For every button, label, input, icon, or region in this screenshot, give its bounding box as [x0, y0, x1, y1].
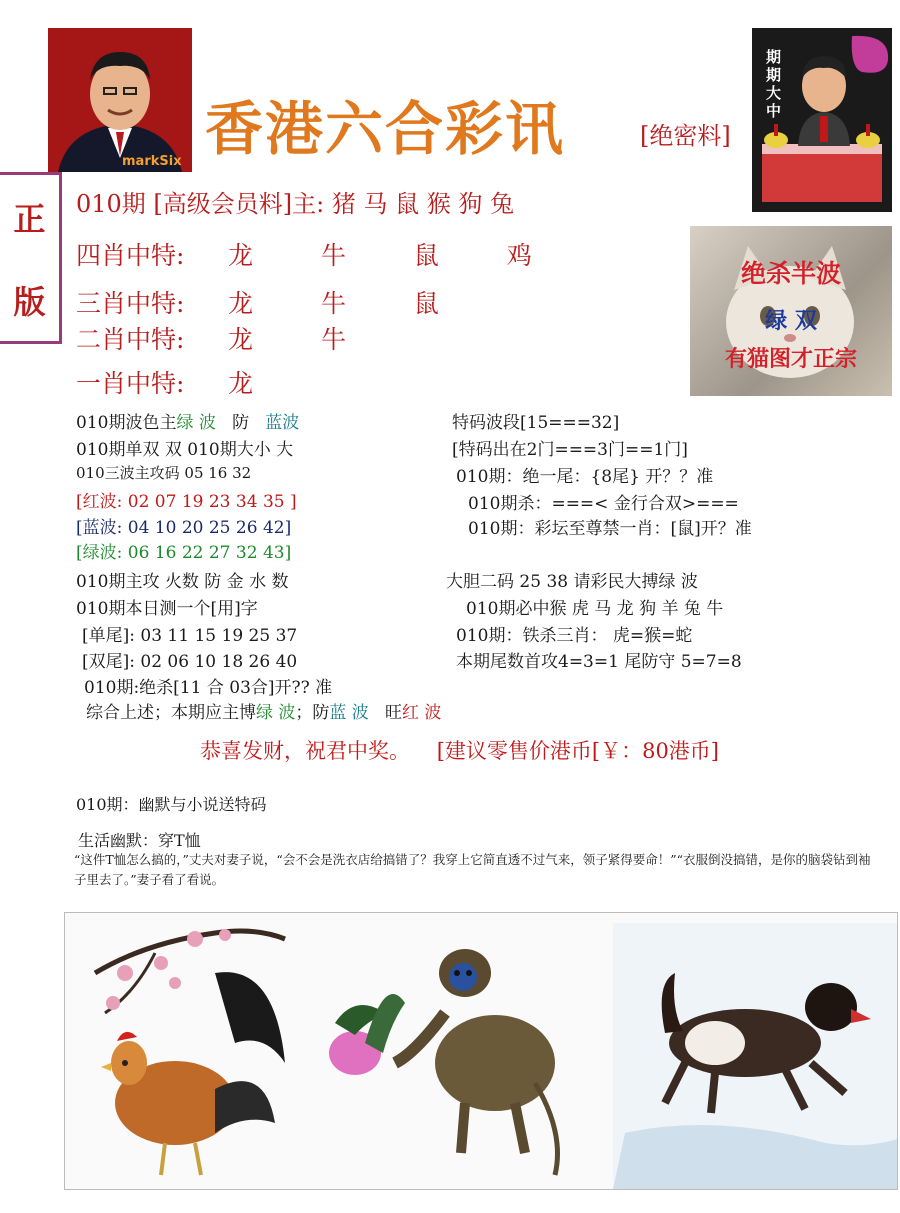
blue-wave: [蓝波: 04 10 20 25 26 42] — [76, 518, 292, 538]
painting-gallery — [64, 912, 898, 1190]
single-tail: [单尾]: 03 11 15 19 25 37 — [82, 626, 298, 646]
summary-red: 红 波 — [402, 703, 442, 723]
wave-main — [76, 408, 299, 433]
cartoon-panel — [752, 28, 892, 212]
page-title: 香港六合彩讯 — [205, 95, 566, 163]
must-hit: 010期必中猴 虎 马 龙 狗 羊 兔 牛 — [466, 599, 724, 619]
main-attack: 010期主攻 火数 防 金 水 数 — [76, 572, 289, 592]
summary-green: 绿 波 — [256, 703, 296, 723]
two-codes: 大胆二码 25 38 请彩民大搏绿 波 — [446, 572, 698, 592]
red-wave: [红波: 02 07 19 23 34 35 ] — [76, 492, 297, 512]
wave-main-label: 010期波色主 — [76, 413, 177, 433]
cat-line-3: 有猫图才正宗 — [724, 346, 857, 372]
kill-combo: 010期杀：===< 金行合双>=== — [468, 494, 739, 514]
wave-green: 绿 波 — [176, 413, 216, 433]
prediction-row — [76, 284, 469, 320]
cat-line-2: 绿 双 — [765, 308, 817, 334]
summary-blue: 蓝 波 — [329, 703, 369, 723]
man-portrait-icon — [48, 28, 192, 172]
double-tail: [双尾]: 02 06 10 18 26 40 — [82, 652, 298, 672]
summary-prosper: 旺 — [385, 703, 403, 723]
three-wave: 010三波主攻码 05 16 32 — [76, 464, 252, 482]
prediction-value: 龙 — [228, 369, 284, 398]
greeting-text: 恭喜发财，祝君中奖。 — [200, 739, 410, 763]
prediction-label: 一肖中特: — [76, 369, 185, 398]
prediction-label: 四肖中特: — [76, 241, 185, 270]
green-wave: [绿波: 06 16 22 27 32 43] — [76, 543, 292, 563]
prediction-row — [76, 320, 376, 356]
one-tail: 010期：绝一尾：{8尾} 开？？准 — [456, 467, 714, 487]
wave-blue: 蓝波 — [265, 413, 300, 433]
sign-text: 期期大中 — [766, 48, 782, 120]
wave-guard-label: 防 — [232, 413, 250, 433]
cat-line-1: 绝杀半波 — [740, 259, 841, 288]
tema-door: [特码出在2门===3门==1门] — [452, 440, 688, 460]
prediction-label: 二肖中特: — [76, 325, 185, 354]
tail-attack: 本期尾数首攻4=3=1 尾防守 5=7=8 — [456, 652, 742, 672]
joke-body: “这件T恤怎么搞的，”丈夫对妻子说，“会不会是洗衣店给搞错了？我穿上它简直透不过气来，领子紧得要命！”“衣服倒没搞错，是你的脑袋钻到袖子里去了。”妻子看了看说。 — [74, 852, 871, 887]
authentic-badge — [0, 172, 62, 344]
paintings — [65, 913, 897, 1189]
tema-range: 特码波段[15===32] — [452, 413, 620, 433]
summary — [86, 698, 441, 723]
prediction-value: 龙 牛 鼠 鸡 — [228, 241, 562, 270]
prediction-label: 三肖中特: — [76, 289, 185, 318]
prediction-row — [76, 236, 562, 272]
rooster-painting-icon — [95, 929, 285, 1175]
summary-guard: ；防 — [295, 703, 330, 723]
price-text: [建议零售价港币[￥：80港币] — [436, 739, 720, 763]
greeting-banner — [200, 735, 719, 765]
monkey-painting-icon — [329, 949, 558, 1175]
host-photo — [48, 28, 192, 172]
iron-kill: 010期：铁杀三肖： 虎=猴=蛇 — [456, 626, 693, 646]
dog-painting-icon — [613, 923, 897, 1189]
prediction-value: 龙 牛 — [228, 325, 376, 354]
forbid-zodiac: 010期：彩坛至尊禁一肖：[鼠]开？准 — [468, 519, 752, 539]
badge-char-1: 正 — [13, 199, 46, 238]
odd-even: 010期单双 双 010期大小 大 — [76, 440, 294, 460]
joke-title: 010期：幽默与小说送特码 — [76, 795, 267, 814]
summary-text: 综合上述；本期应主博 — [86, 703, 256, 723]
vip-line: 010期 [高级会员料]主: 猪 马 鼠 猴 狗 兔 — [76, 190, 515, 218]
one-char: 010期本日测一个[用]字 — [76, 599, 258, 619]
title-tag: [绝密料] — [640, 122, 731, 150]
cat-image-box — [690, 226, 892, 396]
marksix-logo: markSix — [122, 154, 182, 169]
prediction-value: 龙 牛 鼠 — [228, 289, 469, 318]
badge-char-2: 版 — [13, 282, 46, 321]
joke-subtitle: 生活幽默：穿T恤 — [78, 831, 201, 850]
prediction-row — [76, 364, 283, 400]
kill-combo-left: 010期:绝杀[11 合 03合]开?? 准 — [84, 678, 333, 698]
